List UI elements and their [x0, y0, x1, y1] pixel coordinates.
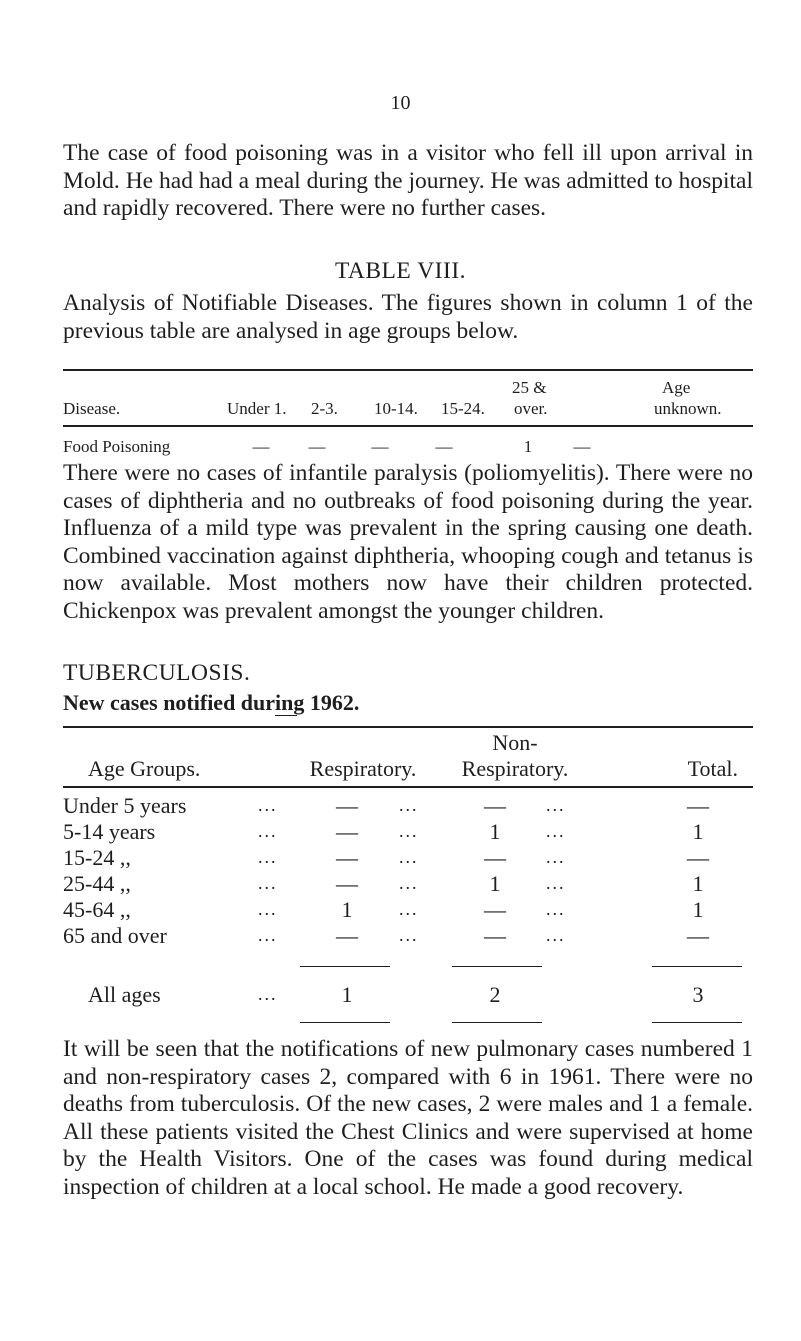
leader-dots: ... — [546, 899, 566, 919]
leader-dots: ... — [399, 899, 419, 919]
leader-dots: ... — [399, 873, 419, 893]
leader-dots: ... — [258, 821, 278, 841]
table8-header-under1: Under 1. — [227, 399, 287, 418]
tb-row-nonresp: 1 — [489, 871, 501, 896]
tb-all-age: All ages — [88, 982, 161, 1007]
table8-row-unknown: — — [573, 437, 591, 456]
table8-header-2-3: 2-3. — [311, 399, 338, 418]
tb-row-nonresp: — — [484, 845, 506, 870]
page-number: 10 — [390, 92, 411, 114]
tb-all-nonresp: 2 — [489, 982, 501, 1007]
tb-header-resp: Respiratory. — [309, 756, 417, 781]
subheading-underline-fragment — [275, 715, 297, 716]
leader-dots: ... — [258, 984, 278, 1004]
table8-header-10-14: 10-14. — [374, 399, 418, 418]
table8-header-disease: Disease. — [63, 399, 121, 418]
table8-row-10-14: — — [371, 437, 389, 456]
table8-row-under1: — — [252, 437, 270, 456]
tb-row-total: 1 — [692, 819, 704, 844]
leader-dots: ... — [399, 925, 419, 945]
leader-dots: ... — [546, 925, 566, 945]
total-rule-nonresp-top — [452, 966, 542, 967]
tb-header-rule — [63, 786, 753, 788]
tb-row-nonresp: 1 — [489, 819, 501, 844]
leader-dots: ... — [258, 847, 278, 867]
tb-row-resp: — — [336, 819, 358, 844]
tb-all-resp: 1 — [341, 982, 353, 1007]
leader-dots: ... — [546, 795, 566, 815]
tb-row-nonresp: — — [484, 793, 506, 818]
tb-row-age: 25-44 ,, — [63, 871, 131, 896]
leader-dots: ... — [399, 795, 419, 815]
tb-row-age: Under 5 years — [63, 793, 187, 818]
tb-row-age: 45-64 ,, — [63, 897, 131, 922]
tb-row-age: 65 and over — [63, 923, 167, 948]
leader-dots: ... — [399, 847, 419, 867]
table8-top-rule — [63, 369, 753, 371]
leader-dots: ... — [258, 873, 278, 893]
table8-description: Analysis of Notifiable Diseases. The figures shown in column 1 of the previous table are analysed in age groups below. — [63, 290, 753, 344]
table8-header-unknown-bottom: unknown. — [654, 399, 722, 418]
final-paragraph: It will be seen that the notifications of new pulmonary cases numbered 1 and non-respiratory cases 2, compared with 6 in 1961. There were no deaths from tuberculosis. Of the new cases, 2 were males and 1 a female. All these patients visited the Chest Clinics and were supervised at home by the Health Visitors. One of the cases was found during medical inspection of children at a local school. He made a good recovery. — [63, 1036, 753, 1200]
table8-header-unknown-top: Age — [662, 378, 691, 397]
tb-row-total: 1 — [692, 871, 704, 896]
tb-header-nonresp-top: Non- — [492, 730, 538, 755]
table8-header-15-24: 15-24. — [441, 399, 485, 418]
tb-row-age: 15-24 ,, — [63, 845, 131, 870]
leader-dots: ... — [546, 873, 566, 893]
tb-header-nonresp-bottom: Respiratory. — [461, 756, 569, 781]
tb-row-total: — — [687, 793, 709, 818]
tb-row-resp: — — [336, 871, 358, 896]
tb-row-nonresp: — — [484, 897, 506, 922]
paragraph-notifiable: There were no cases of infantile paralysis (poliomyelitis). There were no cases of diphtheria and no outbreaks of food poisoning during the year. Influenza of a mild type was prevalent in the spring causing one death. Combined vaccination against diphtheria, whooping cough and tetanus is now available. Most mothers now have their children protected. Chickenpox was prevalent amongst the younger children. — [63, 460, 753, 624]
tb-row-resp: — — [336, 845, 358, 870]
leader-dots: ... — [258, 899, 278, 919]
tb-row-nonresp: — — [484, 923, 506, 948]
tb-header-age: Age Groups. — [88, 756, 201, 781]
total-rule-resp-bottom — [300, 1022, 390, 1023]
table8-row-disease: Food Poisoning — [63, 437, 171, 456]
total-rule-total-top — [652, 966, 742, 967]
table8-row-15-24: — — [435, 437, 453, 456]
tuberculosis-subheading: New cases notified during 1962. — [63, 690, 360, 715]
tuberculosis-heading: TUBERCULOSIS. — [63, 660, 251, 686]
leader-dots: ... — [258, 795, 278, 815]
tb-header-total: Total. — [687, 756, 738, 781]
table8-row-2-3: — — [308, 437, 326, 456]
tb-row-total: — — [687, 923, 709, 948]
leader-dots: ... — [546, 821, 566, 841]
tb-row-total: — — [687, 845, 709, 870]
table8-row-25: 1 — [523, 437, 533, 456]
leader-dots: ... — [399, 821, 419, 841]
tb-row-resp: — — [336, 793, 358, 818]
tb-row-total: 1 — [692, 897, 704, 922]
total-rule-resp-top — [300, 966, 390, 967]
total-rule-total-bottom — [652, 1022, 742, 1023]
tb-row-age: 5-14 years — [63, 819, 156, 844]
leader-dots: ... — [546, 847, 566, 867]
table8-header-rule — [63, 425, 753, 427]
leader-dots: ... — [258, 925, 278, 945]
table8-header-25-top: 25 & — [512, 378, 547, 397]
table8-header-25-bottom: over. — [514, 399, 548, 418]
tb-top-rule — [63, 726, 753, 728]
tb-row-resp: 1 — [341, 897, 353, 922]
tb-all-total: 3 — [692, 982, 704, 1007]
total-rule-nonresp-bottom — [452, 1022, 542, 1023]
tb-row-resp: — — [336, 923, 358, 948]
table8-title: TABLE VIII. — [334, 258, 467, 284]
intro-paragraph: The case of food poisoning was in a visitor who fell ill upon arrival in Mold. He had had a meal during the journey. He was admitted to hospital and rapidly recovered. There were no further cases. — [63, 140, 753, 222]
